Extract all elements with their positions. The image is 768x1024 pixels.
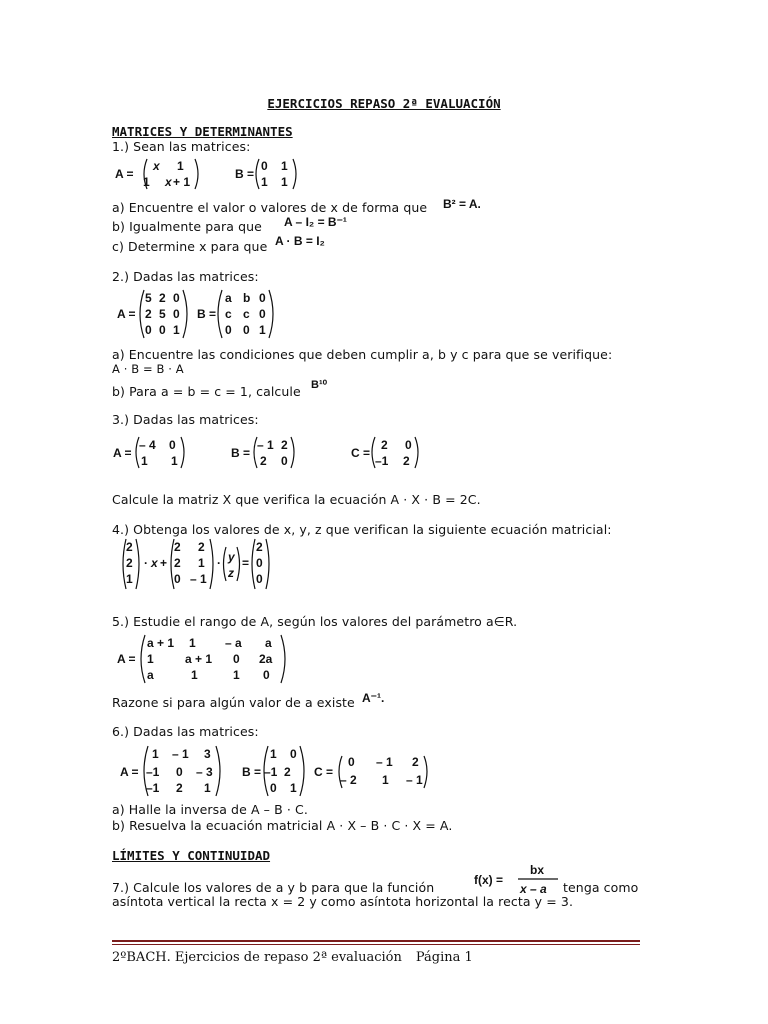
svg-text:+: + bbox=[160, 556, 168, 570]
ex2-part-b: b) Para a = b = c = 1, calcule bbox=[112, 384, 301, 399]
svg-text:5: 5 bbox=[145, 291, 152, 305]
ex2-part-b-eq: B¹⁰ bbox=[311, 379, 328, 391]
svg-text:0: 0 bbox=[159, 323, 166, 337]
ex5-matrix bbox=[117, 633, 317, 688]
svg-text:a: a bbox=[147, 668, 154, 682]
svg-text:C =: C = bbox=[351, 446, 371, 460]
svg-text:a + 1: a + 1 bbox=[147, 636, 175, 650]
ex2-matrices bbox=[117, 288, 287, 343]
ex7-denominator: x – a bbox=[520, 882, 547, 896]
svg-text:3: 3 bbox=[204, 747, 211, 761]
svg-text:0: 0 bbox=[261, 159, 268, 173]
svg-text:1: 1 bbox=[259, 323, 266, 337]
ex4-equation bbox=[118, 537, 278, 594]
svg-text:=: = bbox=[242, 556, 250, 570]
svg-text:0: 0 bbox=[225, 323, 232, 337]
svg-text:A =: A = bbox=[115, 167, 134, 181]
svg-text:0: 0 bbox=[243, 323, 250, 337]
svg-text:2: 2 bbox=[176, 781, 183, 795]
ex2-part-a-eq: A · B = B · A bbox=[112, 362, 184, 376]
svg-text:A =: A = bbox=[117, 307, 136, 321]
svg-text:b: b bbox=[243, 291, 251, 305]
svg-text:2: 2 bbox=[256, 540, 263, 554]
page-number: Página 1 bbox=[415, 950, 473, 965]
svg-text:1: 1 bbox=[141, 454, 148, 468]
svg-text:B =: B = bbox=[242, 765, 262, 779]
svg-text:0: 0 bbox=[173, 307, 180, 321]
svg-text:1: 1 bbox=[233, 668, 240, 682]
svg-text:2: 2 bbox=[159, 291, 166, 305]
ex5-text-eq: A⁻¹. bbox=[362, 691, 385, 705]
svg-text:1: 1 bbox=[281, 175, 288, 189]
document-title: EJERCICIOS REPASO 2ª EVALUACIÓN bbox=[267, 96, 501, 111]
ex1-part-c-eq: A · B = I₂ bbox=[275, 234, 325, 248]
ex7-line2: asíntota vertical la recta x = 2 y como asíntota horizontal la recta y = 3. bbox=[112, 894, 574, 909]
svg-text:1: 1 bbox=[147, 652, 154, 666]
svg-text:– 3: – 3 bbox=[196, 765, 213, 779]
svg-text:a: a bbox=[265, 636, 272, 650]
svg-text:1: 1 bbox=[191, 668, 198, 682]
svg-text:– a: – a bbox=[225, 636, 242, 650]
svg-text:1: 1 bbox=[204, 781, 211, 795]
ex7-rest: tenga como bbox=[563, 880, 639, 895]
ex3-matrices bbox=[113, 435, 433, 474]
ex6-intro: 6.) Dadas las matrices: bbox=[112, 724, 259, 739]
ex2-intro: 2.) Dadas las matrices: bbox=[112, 269, 259, 284]
ex1-intro: 1.) Sean las matrices: bbox=[112, 139, 251, 154]
svg-text:1: 1 bbox=[177, 159, 184, 173]
ex6-part-b: b) Resuelva la ecuación matricial A · X – B · C · X = A. bbox=[112, 818, 453, 833]
svg-text:x: x bbox=[165, 175, 172, 189]
svg-text:0: 0 bbox=[176, 765, 183, 779]
svg-text:1: 1 bbox=[281, 159, 288, 173]
ex4-intro: 4.) Obtenga los valores de x, y, z que verifican la siguiente ecuación matricial: bbox=[112, 522, 612, 537]
svg-text:0: 0 bbox=[145, 323, 152, 337]
ex6-part-a: a) Halle la inversa de A – B · C. bbox=[112, 802, 308, 817]
svg-text:0: 0 bbox=[259, 291, 266, 305]
svg-text:–1: –1 bbox=[146, 765, 160, 779]
svg-text:x: x bbox=[153, 159, 160, 173]
svg-text:0: 0 bbox=[173, 291, 180, 305]
svg-text:2: 2 bbox=[126, 540, 133, 554]
ex2-part-a: a) Encuentre las condiciones que deben cumplir a, b y c para que se verifique: bbox=[112, 347, 613, 362]
svg-text:2: 2 bbox=[412, 755, 419, 769]
svg-text:– 2: – 2 bbox=[340, 773, 357, 787]
svg-text:–1: –1 bbox=[375, 454, 389, 468]
svg-text:1: 1 bbox=[198, 556, 205, 570]
svg-text:2: 2 bbox=[381, 438, 388, 452]
ex5-intro: 5.) Estudie el rango de A, según los valores del parámetro a∈R. bbox=[112, 614, 518, 629]
svg-text:5: 5 bbox=[159, 307, 166, 321]
svg-text:B =: B = bbox=[235, 167, 255, 181]
svg-text:2: 2 bbox=[145, 307, 152, 321]
svg-text:– 4: – 4 bbox=[139, 438, 156, 452]
svg-text:a: a bbox=[225, 291, 232, 305]
svg-text:B =: B = bbox=[197, 307, 217, 321]
svg-text:– 1: – 1 bbox=[257, 438, 274, 452]
svg-text:2: 2 bbox=[403, 454, 410, 468]
svg-text:2: 2 bbox=[198, 540, 205, 554]
svg-text:1: 1 bbox=[152, 747, 159, 761]
svg-text:0: 0 bbox=[259, 307, 266, 321]
svg-text:2: 2 bbox=[174, 556, 181, 570]
footer-text: 2ºBACH. Ejercicios de repaso 2ª evaluación bbox=[112, 950, 402, 965]
svg-text:0: 0 bbox=[256, 556, 263, 570]
ex1-matrices bbox=[115, 156, 315, 195]
ex1-part-b-eq: A – I₂ = B⁻¹ bbox=[284, 215, 347, 229]
svg-text:2: 2 bbox=[260, 454, 267, 468]
svg-text:+ 1: + 1 bbox=[173, 175, 191, 189]
svg-text:A =: A = bbox=[120, 765, 139, 779]
svg-text:1: 1 bbox=[270, 747, 277, 761]
footer-rule-thin bbox=[112, 944, 640, 945]
svg-text:0: 0 bbox=[174, 572, 181, 586]
svg-text:0: 0 bbox=[281, 454, 288, 468]
svg-text:1: 1 bbox=[382, 773, 389, 787]
svg-text:2a: 2a bbox=[259, 652, 273, 666]
footer bbox=[112, 950, 473, 965]
footer-rule bbox=[112, 940, 640, 942]
ex1-part-c: c) Determine x para que bbox=[112, 239, 268, 254]
svg-text:– 1: – 1 bbox=[190, 572, 207, 586]
section-matrices: MATRICES Y DETERMINANTES bbox=[112, 124, 293, 139]
svg-text:1: 1 bbox=[290, 781, 297, 795]
svg-text:2: 2 bbox=[174, 540, 181, 554]
svg-text:0: 0 bbox=[256, 572, 263, 586]
svg-text:1: 1 bbox=[173, 323, 180, 337]
svg-text:1: 1 bbox=[189, 636, 196, 650]
svg-text:A =: A = bbox=[113, 446, 132, 460]
section-limites: LÍMITES Y CONTINUIDAD bbox=[112, 848, 271, 863]
ex5-text: Razone si para algún valor de a existe bbox=[112, 695, 355, 710]
svg-text:1: 1 bbox=[143, 175, 150, 189]
svg-text:0: 0 bbox=[169, 438, 176, 452]
ex1-part-a: a) Encuentre el valor o valores de x de forma que bbox=[112, 200, 428, 215]
svg-text:–1: –1 bbox=[264, 765, 278, 779]
svg-text:c: c bbox=[243, 307, 250, 321]
svg-text:B =: B = bbox=[231, 446, 251, 460]
ex7-numerator: bx bbox=[530, 863, 545, 877]
svg-text:– 1: – 1 bbox=[172, 747, 189, 761]
svg-text:z: z bbox=[228, 566, 234, 580]
svg-text:1: 1 bbox=[261, 175, 268, 189]
svg-text:C =: C = bbox=[314, 765, 334, 779]
svg-text:– 1: – 1 bbox=[406, 773, 423, 787]
svg-text:2: 2 bbox=[281, 438, 288, 452]
svg-text:2: 2 bbox=[284, 765, 291, 779]
svg-text:c: c bbox=[225, 307, 232, 321]
svg-text:·: · bbox=[217, 556, 221, 570]
ex3-text: Calcule la matriz X que verifica la ecuación A · X · B = 2C. bbox=[112, 492, 481, 507]
svg-text:0: 0 bbox=[348, 755, 355, 769]
svg-text:–1: –1 bbox=[146, 781, 160, 795]
svg-text:x: x bbox=[151, 556, 158, 570]
svg-text:1: 1 bbox=[126, 572, 133, 586]
svg-text:1: 1 bbox=[171, 454, 178, 468]
svg-text:2: 2 bbox=[126, 556, 133, 570]
svg-text:– 1: – 1 bbox=[376, 755, 393, 769]
svg-text:0: 0 bbox=[405, 438, 412, 452]
svg-text:a + 1: a + 1 bbox=[185, 652, 213, 666]
svg-text:0: 0 bbox=[270, 781, 277, 795]
svg-text:0: 0 bbox=[233, 652, 240, 666]
ex7-func-label: f(x) = bbox=[474, 873, 504, 887]
svg-text:y: y bbox=[228, 550, 235, 564]
svg-text:A =: A = bbox=[117, 652, 136, 666]
ex7-intro: 7.) Calcule los valores de a y b para que la función bbox=[112, 880, 435, 895]
ex1-part-a-eq: B² = A. bbox=[443, 197, 481, 211]
ex1-part-b: b) Igualmente para que bbox=[112, 219, 262, 234]
svg-text:0: 0 bbox=[290, 747, 297, 761]
ex6-matrices bbox=[120, 744, 450, 801]
svg-text:·: · bbox=[144, 556, 148, 570]
element-of-r: ∈R. bbox=[493, 614, 518, 629]
svg-text:0: 0 bbox=[263, 668, 270, 682]
ex3-intro: 3.) Dadas las matrices: bbox=[112, 412, 259, 427]
